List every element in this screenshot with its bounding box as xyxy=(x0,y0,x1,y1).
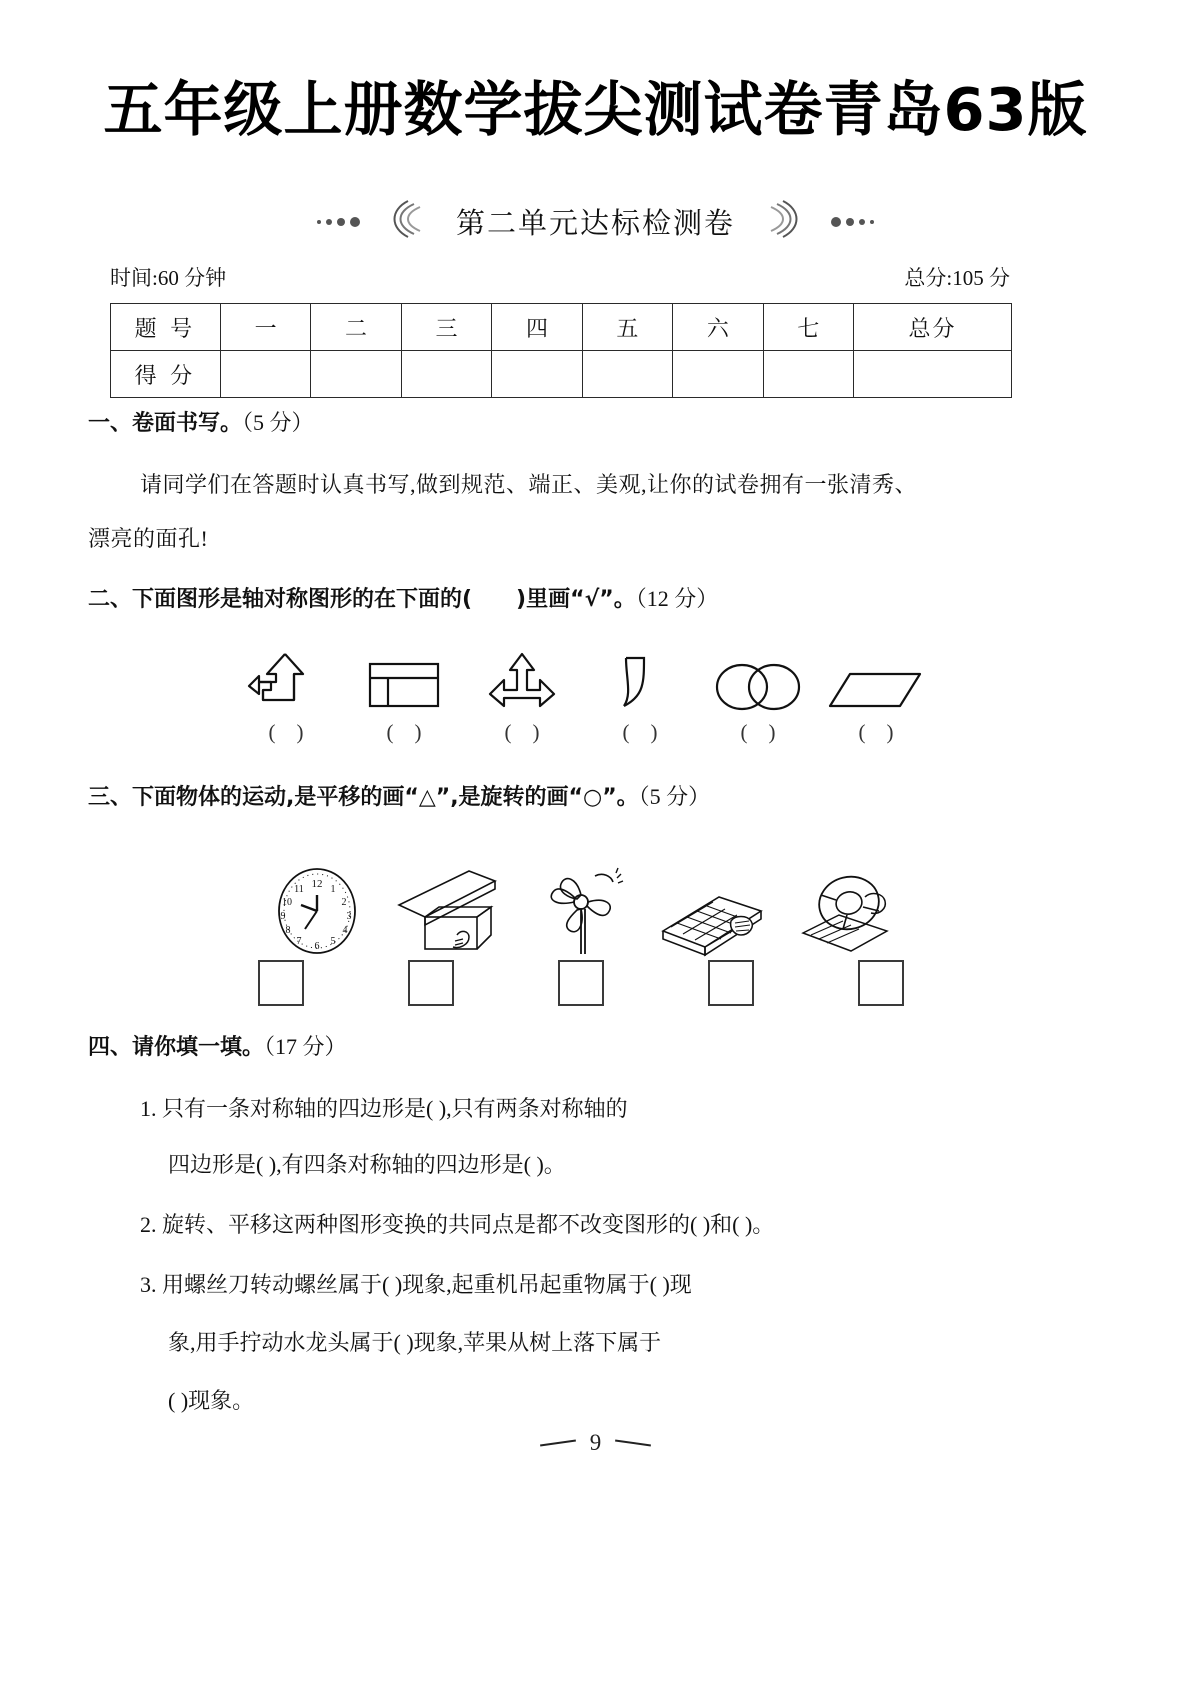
svg-text:8: 8 xyxy=(285,925,291,936)
picture-steering-wheel xyxy=(786,862,904,957)
unit-title-ornament-row xyxy=(0,196,1191,247)
table-row-scores xyxy=(111,351,1012,398)
section-1-heading xyxy=(88,406,314,437)
row-label-score: 得 分 xyxy=(111,351,221,398)
score-cell-7[interactable] xyxy=(763,351,853,398)
page-footer xyxy=(0,1430,1191,1456)
svg-text:6: 6 xyxy=(314,941,320,952)
col-header-4: 四 xyxy=(492,304,582,351)
picture-drawer xyxy=(390,862,508,957)
svg-text:7: 7 xyxy=(296,936,302,947)
svg-text:11: 11 xyxy=(294,884,304,895)
shape-window-frame xyxy=(354,648,454,712)
svg-text:2: 2 xyxy=(341,897,347,908)
shape-two-circles xyxy=(708,648,808,712)
fill-item-1-line-2[interactable]: 四边形是( ),有四条对称轴的四边形是( )。 xyxy=(168,1152,566,1177)
ornament-dots-right xyxy=(831,217,874,227)
fill-item-3-line-3[interactable]: ( )现象。 xyxy=(168,1388,255,1413)
svg-text:9: 9 xyxy=(280,911,286,922)
section-3-heading xyxy=(88,780,710,811)
shape-double-arrow xyxy=(472,648,572,712)
col-header-5: 五 xyxy=(582,304,672,351)
exam-total-score: 总分:105 分 xyxy=(904,266,1010,290)
page-number: 9 xyxy=(589,1430,602,1455)
section-4-title: 四、请你填一填。 xyxy=(88,1035,265,1060)
score-cell-4[interactable] xyxy=(492,351,582,398)
score-cell-5[interactable] xyxy=(582,351,672,398)
answer-paren-2[interactable]: ( ) xyxy=(386,720,422,744)
section-4-points: （17 分） xyxy=(264,1034,347,1059)
row-label-question: 题 号 xyxy=(111,304,221,351)
section-1-body-line-2: 漂亮的面孔! xyxy=(88,526,209,551)
col-header-1: 一 xyxy=(220,304,310,351)
svg-text:3: 3 xyxy=(346,911,352,922)
section-4-heading xyxy=(88,1030,347,1061)
picture-clock xyxy=(258,862,376,957)
answer-paren-1[interactable]: ( ) xyxy=(268,720,304,744)
unit-title: 第二单元达标检测卷 xyxy=(455,206,735,240)
fill-item-3-line-2[interactable]: 象,用手拧动水龙头属于( )现象,苹果从树上落下属于 xyxy=(168,1330,662,1355)
ornament-dots-left xyxy=(317,217,360,227)
picture-pinwheel xyxy=(522,862,640,957)
ornament-swoosh-right-icon xyxy=(767,196,813,247)
score-cell-6[interactable] xyxy=(673,351,763,398)
answer-paren-4[interactable]: ( ) xyxy=(622,720,658,744)
shape-left-turn-arrow xyxy=(236,648,336,712)
section-3-pictures-row xyxy=(258,862,904,957)
col-header-3: 三 xyxy=(401,304,491,351)
shape-parallelogram xyxy=(826,648,926,712)
col-header-2: 二 xyxy=(311,304,401,351)
exam-meta-row xyxy=(110,262,1010,292)
footer-rule-left xyxy=(540,1440,576,1447)
shape-curved-hook xyxy=(590,648,690,712)
section-1-body-line-1: 请同学们在答题时认真书写,做到规范、端正、美观,让你的试卷拥有一张清秀、 xyxy=(140,472,918,497)
exam-time: 时间:60 分钟 xyxy=(110,266,227,290)
section-3-points: （5 分） xyxy=(638,784,711,809)
score-table xyxy=(110,303,1012,398)
answer-paren-3[interactable]: ( ) xyxy=(504,720,540,744)
fill-item-2-line-1[interactable]: 2. 旋转、平移这两种图形变换的共同点是都不改变图形的( )和( )。 xyxy=(140,1212,775,1237)
section-3-answer-boxes-row xyxy=(258,960,904,1006)
answer-paren-5[interactable]: ( ) xyxy=(740,720,776,744)
score-cell-total[interactable] xyxy=(854,351,1012,398)
answer-paren-6[interactable]: ( ) xyxy=(858,720,894,744)
svg-text:1: 1 xyxy=(330,884,336,895)
col-header-6: 六 xyxy=(673,304,763,351)
svg-text:4: 4 xyxy=(342,925,348,936)
page-title: 五年级上册数学拔尖测试卷青岛63版 xyxy=(103,75,1088,144)
col-header-7: 七 xyxy=(763,304,853,351)
section-2-heading xyxy=(88,582,718,613)
section-3-title: 三、下面物体的运动,是平移的画“△”,是旋转的画“○”。 xyxy=(88,785,639,810)
svg-text:12: 12 xyxy=(311,878,323,890)
score-cell-1[interactable] xyxy=(220,351,310,398)
section-1-title: 一、卷面书写。 xyxy=(88,411,243,436)
answer-box-1[interactable] xyxy=(258,960,304,1006)
footer-rule-right xyxy=(615,1440,651,1447)
section-1-points: （5 分） xyxy=(242,410,314,435)
table-row-question-numbers xyxy=(111,304,1012,351)
svg-text:5: 5 xyxy=(330,936,336,947)
answer-box-4[interactable] xyxy=(708,960,754,1006)
fill-item-3-line-1[interactable]: 3. 用螺丝刀转动螺丝属于( )现象,起重机吊起重物属于( )现 xyxy=(140,1272,692,1297)
answer-box-5[interactable] xyxy=(858,960,904,1006)
picture-abacus xyxy=(654,862,772,957)
section-2-shapes-row xyxy=(236,648,926,712)
col-header-total: 总分 xyxy=(854,304,1012,351)
score-cell-3[interactable] xyxy=(401,351,491,398)
ornament-swoosh-left-icon xyxy=(378,196,424,247)
score-cell-2[interactable] xyxy=(311,351,401,398)
section-2-points: （12 分） xyxy=(635,586,719,611)
answer-box-3[interactable] xyxy=(558,960,604,1006)
section-2-answer-paren-row xyxy=(236,716,926,746)
answer-box-2[interactable] xyxy=(408,960,454,1006)
section-2-title: 二、下面图形是轴对称图形的在下面的( )里画“√”。 xyxy=(88,587,636,612)
fill-item-1-line-1[interactable]: 1. 只有一条对称轴的四边形是( ),只有两条对称轴的 xyxy=(140,1096,628,1121)
svg-text:10: 10 xyxy=(282,897,292,908)
